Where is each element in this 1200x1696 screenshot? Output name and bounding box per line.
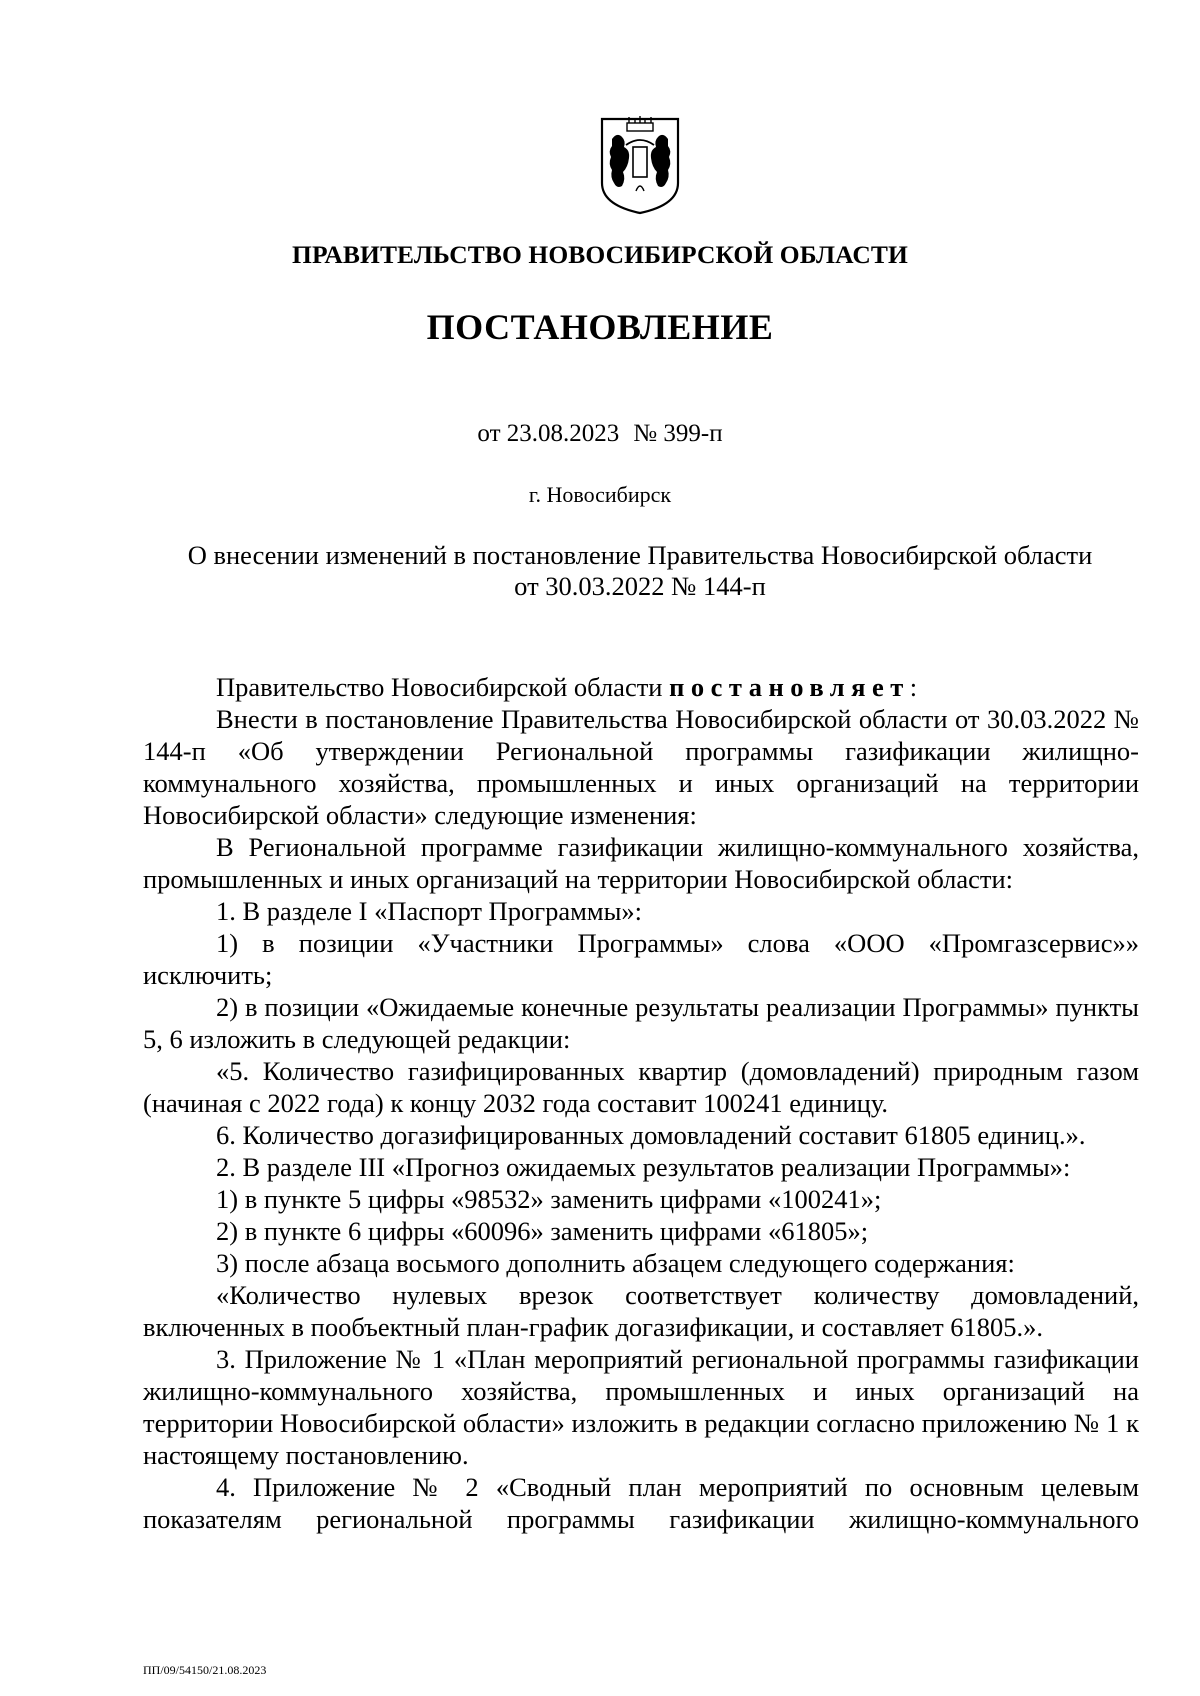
- document-body: [143, 671, 1139, 1535]
- organization-name: ПРАВИТЕЛЬСТВО НОВОСИБИРСКОЙ ОБЛАСТИ: [292, 240, 908, 269]
- body-paragraph: 3. Приложение № 1 «План мероприятий региональной программы газификации жилищно-коммунального хозяйства, промышленных и иных организаций на территории Новосибирской области» изложить в редакции согласно приложению № 1 к настоящему постановлению.: [143, 1344, 1139, 1470]
- body-paragraph: «Количество нулевых врезок соответствует количеству домовладений, включенных в пообъектный план-график догазификации, и составляет 61805.».: [143, 1280, 1139, 1342]
- body-paragraph: 2. В разделе III «Прогноз ожидаемых результатов реализации Программы»:: [216, 1152, 1071, 1182]
- body-paragraph: 2) в позиции «Ожидаемые конечные результаты реализации Программы» пункты 5, 6 изложить в следующей редакции:: [143, 992, 1139, 1054]
- body-paragraph: 4. Приложение № 2 «Сводный план мероприятий по основным целевым показателям региональной программы газификации жилищно-коммунального: [143, 1472, 1139, 1534]
- document-type-title: ПОСТАНОВЛЕНИЕ: [426, 307, 774, 347]
- intro-keyword: постановляет: [669, 672, 910, 702]
- document-city: г. Новосибирск: [528, 482, 672, 507]
- document-date: от 23.08.2023: [477, 420, 620, 447]
- document-subject: [150, 540, 1130, 602]
- footer-document-code: ПП/09/54150/21.08.2023: [143, 1663, 267, 1677]
- document-date-number: [0, 420, 1200, 448]
- body-paragraph: 1) в позиции «Участники Программы» слова «ООО «Промгазсервис»» исключить;: [143, 928, 1139, 990]
- intro-paragraph: [143, 671, 1139, 703]
- body-paragraph: В Региональной программе газификации жилищно-коммунального хозяйства, промышленных и иных организаций на территории Новосибирской области:: [143, 832, 1139, 894]
- coat-of-arms-emblem: [596, 115, 684, 215]
- subject-line-1: О внесении изменений в постановление Правительства Новосибирской области: [187, 540, 1093, 570]
- document-number: № 399-п: [633, 420, 723, 447]
- subject-line-2: от 30.03.2022 № 144-п: [514, 571, 766, 601]
- body-paragraph: 2) в пункте 6 цифры «60096» заменить цифрами «61805»;: [216, 1216, 869, 1246]
- body-paragraph: Внести в постановление Правительства Новосибирской области от 30.03.2022 № 144-п «Об утверждении Региональной программы газификации жилищно-коммунального хозяйства, промышленных и иных организаций на территории Новосибирской области» следующие изменения:: [143, 704, 1139, 830]
- body-paragraph: 1) в пункте 5 цифры «98532» заменить цифрами «100241»;: [216, 1184, 882, 1214]
- body-paragraph: «5. Количество газифицированных квартир (домовладений) природным газом (начиная с 2022 года) к концу 2032 года составит 100241 единицу.: [143, 1056, 1139, 1118]
- intro-prefix: Правительство Новосибирской области: [216, 672, 663, 702]
- intro-suffix: :: [909, 672, 918, 702]
- body-paragraph: 1. В разделе I «Паспорт Программы»:: [216, 896, 643, 926]
- body-paragraph: 3) после абзаца восьмого дополнить абзацем следующего содержания:: [216, 1248, 1015, 1278]
- body-paragraph: 6. Количество догазифицированных домовладений составит 61805 единиц.».: [216, 1120, 1086, 1150]
